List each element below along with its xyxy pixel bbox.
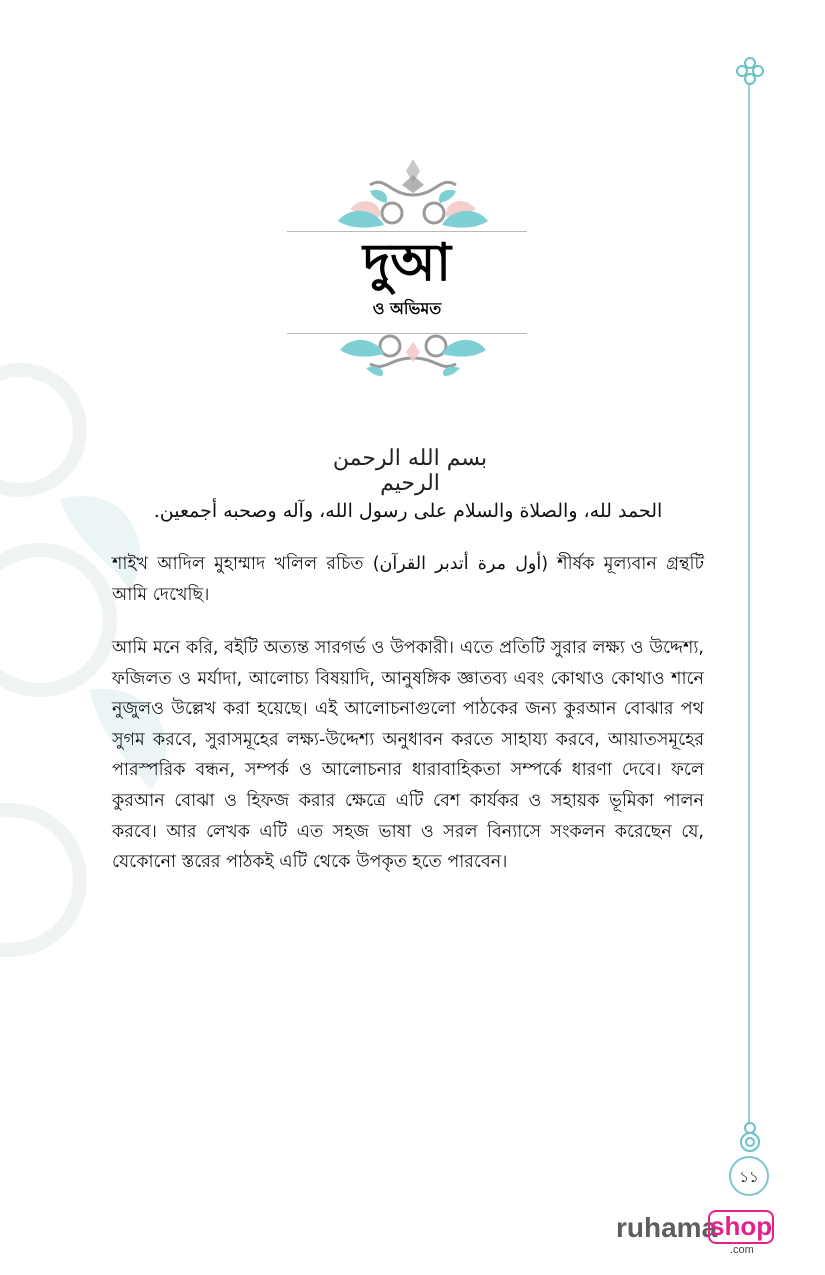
side-rule xyxy=(748,84,750,1124)
header-ornament-top xyxy=(330,155,496,235)
page-title: দুআ xyxy=(363,233,451,293)
logo-wordmark-ruhama: ruhama xyxy=(616,1212,718,1243)
top-knot-ornament xyxy=(735,56,765,86)
page-number: ১১ xyxy=(729,1156,769,1196)
arabic-praise-line: الحمد لله، والصلاة والسلام على رسول الله، وآله وصحبه أجمعين. xyxy=(153,500,663,522)
logo-domain: .com xyxy=(730,1244,754,1256)
paragraph: শাইখ আদিল মুহাম্মাদ খলিল রচিত (أول مرة أتدبر القرآن) শীর্ষক মূল্যবান গ্রন্থটি আমি দেখেছি। xyxy=(112,554,705,605)
paragraph: আমি মনে করি, বইটি অত্যন্ত সারগর্ভ ও উপকারী। এতে প্রতিটি সুরার লক্ষ্য ও উদ্দেশ্য, ফজিলত ও মর্যাদা, আলোচ্য বিষয়াদি, আনুষঙ্গিক জ্ঞাতব্য এবং কোথাও কোথাও শানে নুজুলও উল্লেখ করা হয়েছে। এই আলোচনাগুলো পাঠকের জন্য কুরআন বোঝার পথ সুগম করবে, সুরাসমূহের লক্ষ্য-উদ্দেশ্য অনুধাবন করতে সাহায্য করবে, আয়াতসমূহের পারস্পরিক বন্ধন, সম্পর্ক ও আলোচনার ধারাবাহিকতা সম্পর্কে ধারণা দেবে। ফলে কুরআন বোঝা ও হিফজ করার ক্ষেত্রে এটি বেশ কার্যকর ও সহায়ক ভূমিকা পালন করবে। আর লেখক এটি এত সহজ ভাষা ও সরল বিন্যাসে সংকলন করেছেন যে, যেকোনো স্তরের পাঠকই এটি থেকে উপকৃত হতে পারবেন। xyxy=(112,638,704,873)
page-subtitle: ও অভিমত xyxy=(372,299,442,318)
logo-wordmark-shop: shop xyxy=(708,1210,774,1244)
header-ornament-bottom xyxy=(330,328,496,378)
basmala-calligraphy: بسم الله الرحمن الرحيم xyxy=(332,446,488,496)
